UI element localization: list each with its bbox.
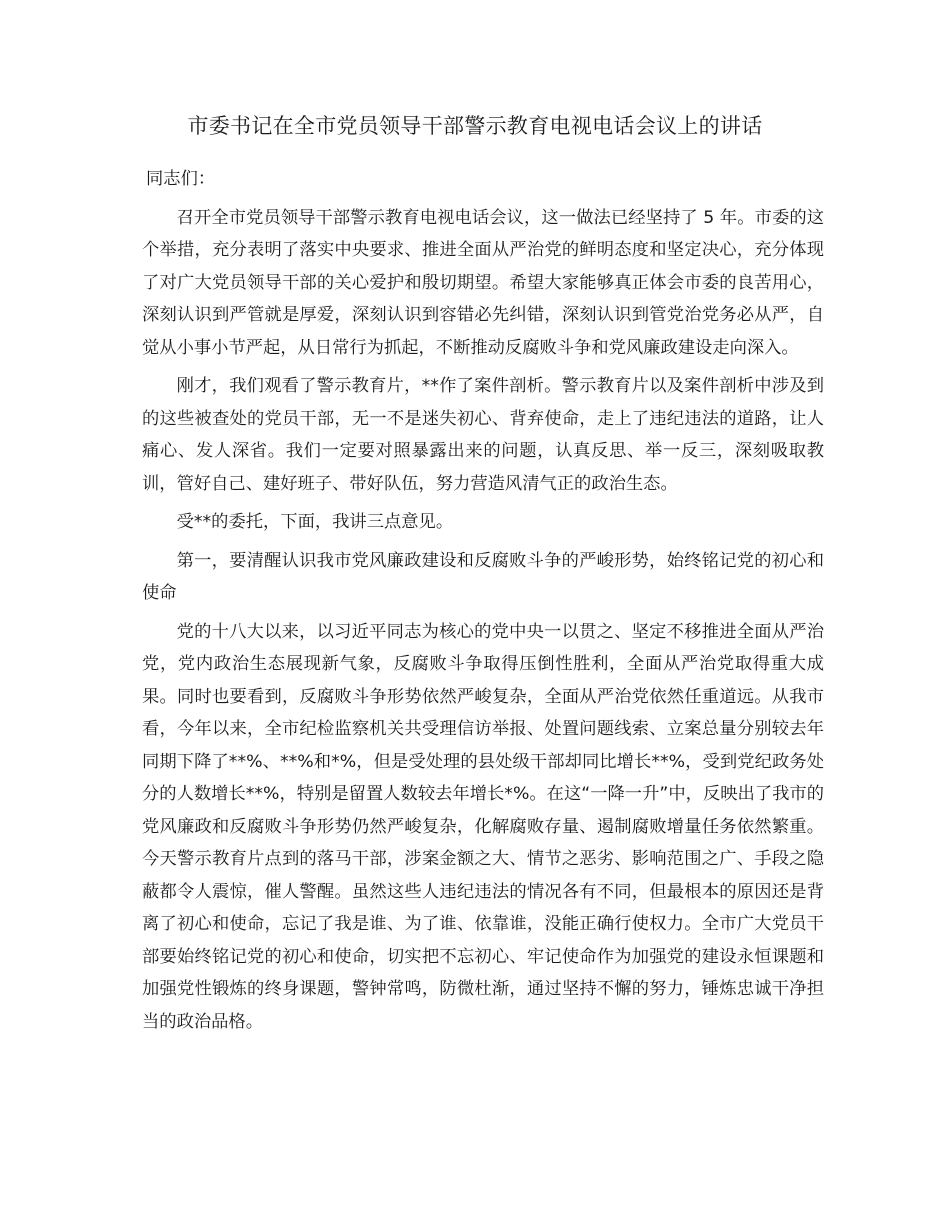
salutation: 同志们：	[146, 169, 216, 189]
paragraph-situation: 党的十八大以来，以习近平同志为核心的党中央一以贯之、坚定不移推进全面从严治党，党内政治生态展现新气象，反腐败斗争取得压倒性胜利，全面从严治党取得重大成果。同时也要看到，反腐败斗争形势依然严峻复杂，全面从严治党依然任重道远。从我市看，今年以来，全市纪检监察机关共受理信访举报、处置问题线索、立案总量分别较去年同期下降了**%、**%和*%，但是受处理的县处级干部却同比增长**%，受到党纪政务处分的人数增长**%，特别是留置人数较去年增长*%。在这“一降一升”中，反映出了我市的党风廉政和反腐败斗争形势仍然严峻复杂，化解腐败存量、遏制腐败增量任务依然繁重。今天警示教育片点到的落马干部，涉案金额之大、情节之恶劣、影响范围之广、手段之隐蔽都令人震惊，催人警醒。虽然这些人违纪违法的情况各有不同，但最根本的原因还是背离了初心和使命，忘记了我是谁、为了谁、依靠谁，没能正确行使权力。全市广大党员干部要始终铭记党的初心和使命，切实把不忘初心、牢记使命作为加强党的建设永恒课题和加强党性锻炼的终身课题，警钟常鸣，防微杜渐，通过坚持不懈的努力，锤炼忠诚干净担当的政治品格。	[142, 621, 824, 1032]
document-body	[142, 163, 824, 1044]
paragraph-warning-film: 刚才，我们观看了警示教育片，**作了案件剖析。警示教育片以及案件剖析中涉及到的这些被查处的党员干部，无一不是迷失初心、背弃使命，走上了违纪违法的道路，让人痛心、发人深省。我们一定要对照暴露出来的问题，认真反思、举一反三，深刻吸取教训，管好自己、建好班子、带好队伍，努力营造风清气正的政治生态。	[142, 376, 824, 494]
section-heading-first: 第一，要清醒认识我市党风廉政建设和反腐败斗争的严峻形势，始终铭记党的初心和使命	[142, 550, 824, 603]
paragraph-opening: 召开全市党员领导干部警示教育电视电话会议，这一做法已经坚持了 5 年。市委的这个举措，充分表明了落实中央要求、推进全面从严治党的鲜明态度和坚定决心，充分体现了对广大党员领导干部的关心爱护和殷切期望。希望大家能够真正体会市委的良苦用心，深刻认识到严管就是厚爱，深刻认识到容错必先纠错，深刻认识到管党治党务必从严，自觉从小事小节严起，从日常行为抓起，不断推动反腐败斗争和党风廉政建设走向深入。	[142, 207, 824, 358]
document-title: 市委书记在全市党员领导干部警示教育电视电话会议上的讲话	[187, 114, 763, 138]
paragraph-three-points: 受**的委托，下面，我讲三点意见。	[176, 512, 454, 532]
